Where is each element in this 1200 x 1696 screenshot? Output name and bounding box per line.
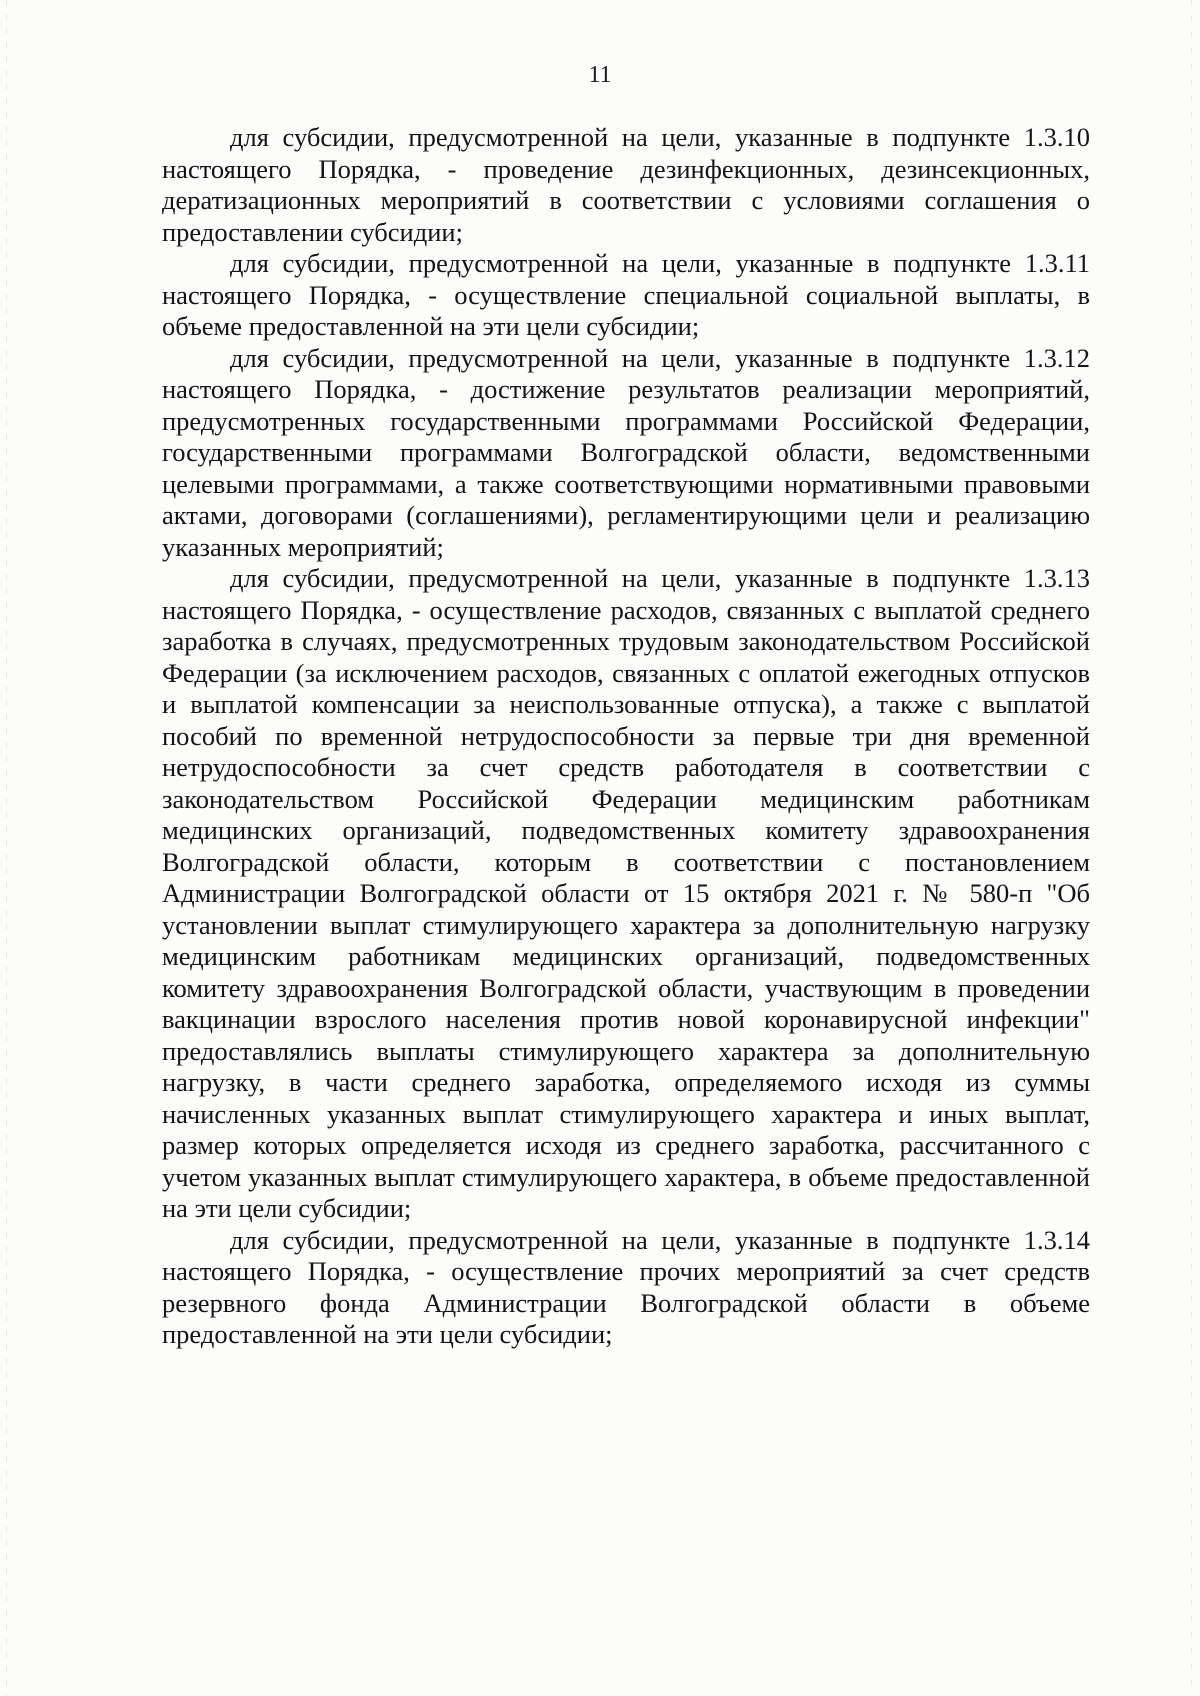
scan-edge-right <box>1191 0 1192 1696</box>
paragraph-1-3-11: для субсидии, предусмотренной на цели, указанные в подпункте 1.3.11 настоящего Порядка, - осуществление специальной социальной выплаты, в объеме предоставленной на эти цели субсидии; <box>162 248 1090 341</box>
page-number: 11 <box>588 62 612 88</box>
document-body <box>162 122 1090 1351</box>
paragraph-1-3-13: для субсидии, предусмотренной на цели, указанные в подпункте 1.3.13 настоящего Порядка, - осуществление расходов, связанных с выплатой среднего заработка в случаях, предусмотренных трудовым законодательством Российской Федерации (за исключением расходов, связанных с оплатой ежегодных отпусков и выплатой компенсации за неиспользованные отпуска), а также с выплатой пособий по временной нетрудоспособности за первые три дня временной нетрудоспособности за счет средств работодателя в соответствии с законодательством Российской Федерации медицинским работникам медицинских организаций, подведомственных комитету здравоохранения Волгоградской области, которым в соответствии с постановлением Администрации Волгоградской области от 15 октября 2021 г. № 580-п "Об установлении выплат стимулирующего характера за дополнительную нагрузку медицинским работникам медицинских организаций, подведомственных комитету здравоохранения Волгоградской области, участвующим в проведении вакцинации взрослого населения против новой коронавирусной инфекции" предоставлялись выплаты стимулирующего характера за дополнительную нагрузку, в части среднего заработка, определяемого исходя из суммы начисленных указанных выплат стимулирующего характера и иных выплат, размер которых определяется исходя из среднего заработка, рассчитанного с учетом указанных выплат стимулирующего характера, в объеме предоставленной на эти цели субсидии; <box>162 563 1090 1223</box>
paragraph-1-3-10: для субсидии, предусмотренной на цели, указанные в подпункте 1.3.10 настоящего Порядка, - проведение дезинфекционных, дезинсекционных, дератизационных мероприятий в соответствии с условиями соглашения о предоставлении субсидии; <box>162 122 1090 247</box>
scan-edge-left <box>6 0 7 1696</box>
paragraph-1-3-12: для субсидии, предусмотренной на цели, указанные в подпункте 1.3.12 настоящего Порядка, - достижение результатов реализации мероприятий, предусмотренных государственными программами Российской Федерации, государственными программами Волгоградской области, ведомственными целевыми программами, а также соответствующими нормативными правовыми актами, договорами (соглашениями), регламентирующими цели и реализацию указанных мероприятий; <box>162 342 1090 562</box>
paragraph-1-3-14: для субсидии, предусмотренной на цели, указанные в подпункте 1.3.14 настоящего Порядка, - осуществление прочих мероприятий за счет средств резервного фонда Администрации Волгоградской области в объеме предоставленной на эти цели субсидии; <box>162 1224 1090 1349</box>
